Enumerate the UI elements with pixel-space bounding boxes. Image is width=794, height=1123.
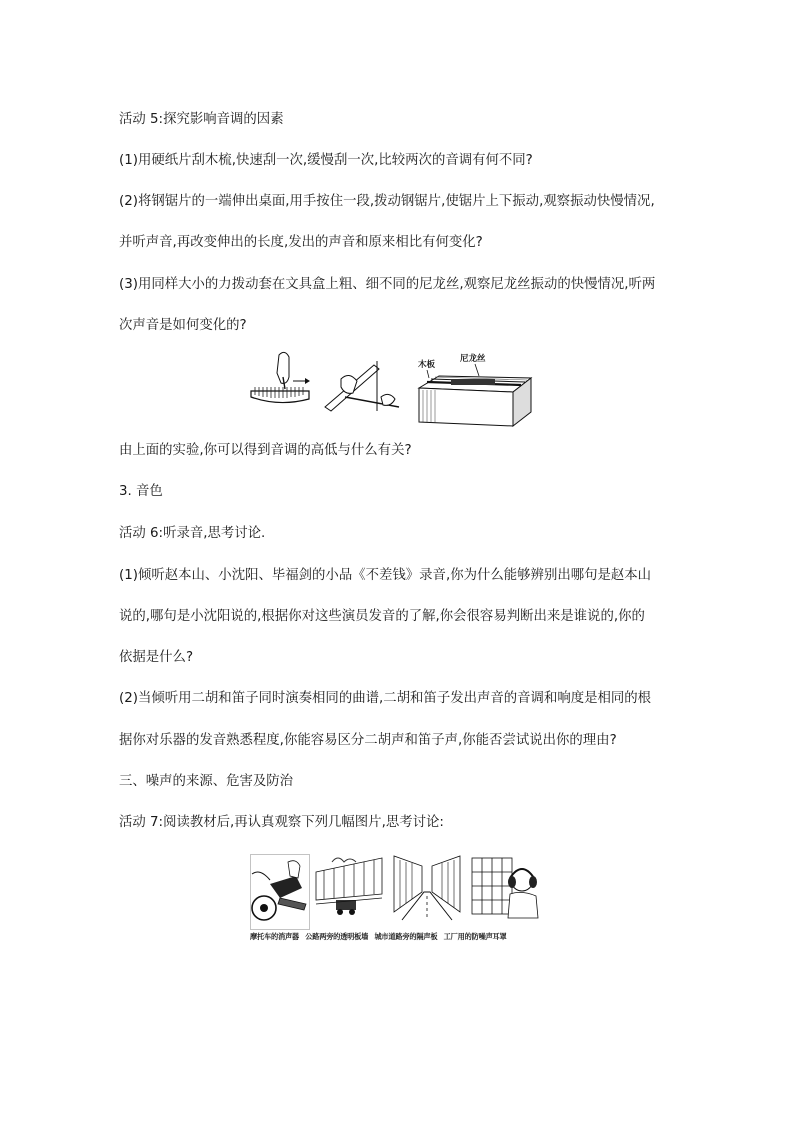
caption-city-barrier: 城市道路旁的隔声板 — [374, 932, 438, 941]
activity5-question-3-line2: 次声音是如何变化的? — [119, 318, 247, 333]
caption-motorcycle-muffler: 摩托车的消声器 — [250, 932, 299, 941]
activity7-title: 活动 7:阅读教材后,再认真观察下列几幅图片,思考讨论: — [119, 815, 444, 830]
conclusion-question: 由上面的实验,你可以得到音调的高低与什么有关? — [119, 443, 412, 458]
motorcycle-muffler-image — [250, 854, 310, 930]
city-road-sound-barrier-image — [392, 852, 462, 922]
activity5-question-3-line1: (3)用同样大小的力拨动套在文具盒上粗、细不同的尼龙丝,观察尼龙丝振动的快慢情况,听两 — [119, 277, 656, 292]
comb-and-saw-blade-figure — [249, 347, 409, 415]
nylon-label: 尼龙丝 — [460, 354, 486, 364]
activity5-question-2-line2: 并听声音,再改变伸出的长度,发出的声音和原来相比有何变化? — [119, 235, 483, 250]
pencil-box-nylon-figure — [413, 352, 535, 428]
activity5-question-2-line1: (2)将钢锯片的一端伸出桌面,用手按住一段,拨动钢锯片,使锯片上下振动,观察振动快慢情况, — [119, 194, 655, 209]
caption-highway-wall: 公路两旁的透明板墙 — [305, 932, 369, 941]
board-label: 木板 — [418, 360, 436, 370]
activity6-question-1-line1: (1)倾听赵本山、小沈阳、毕福剑的小品《不差钱》录音,你为什么能够辨别出哪句是赵本山 — [119, 568, 652, 583]
activity5-title: 活动 5:探究影响音调的因素 — [119, 112, 284, 127]
activity6-question-2-line1: (2)当倾听用二胡和笛子同时演奏相同的曲谱,二胡和笛子发出声音的音调和响度是相同的根 — [119, 691, 652, 706]
activity5-question-1: (1)用硬纸片刮木梳,快速刮一次,缓慢刮一次,比较两次的音调有何不同? — [119, 153, 533, 168]
activity6-question-1-line3: 依据是什么? — [119, 650, 194, 665]
caption-factory-earmuff: 工厂用的防噪声耳罩 — [443, 932, 507, 941]
activity6-question-1-line2: 说的,哪句是小沈阳说的,根据你对这些演员发音的了解,你会很容易判断出来是谁说的,你的 — [119, 609, 645, 624]
factory-earmuff-image — [470, 854, 540, 920]
noise-heading: 三、噪声的来源、危害及防治 — [119, 774, 294, 789]
highway-transparent-wall-image — [314, 854, 384, 920]
timbre-heading: 3. 音色 — [119, 484, 163, 499]
activity6-question-2-line2: 据你对乐器的发音熟悉程度,你能容易区分二胡声和笛子声,你能否尝试说出你的理由? — [119, 733, 617, 748]
noise-image-captions — [250, 932, 560, 942]
activity6-title: 活动 6:听录音,思考讨论. — [119, 526, 266, 541]
